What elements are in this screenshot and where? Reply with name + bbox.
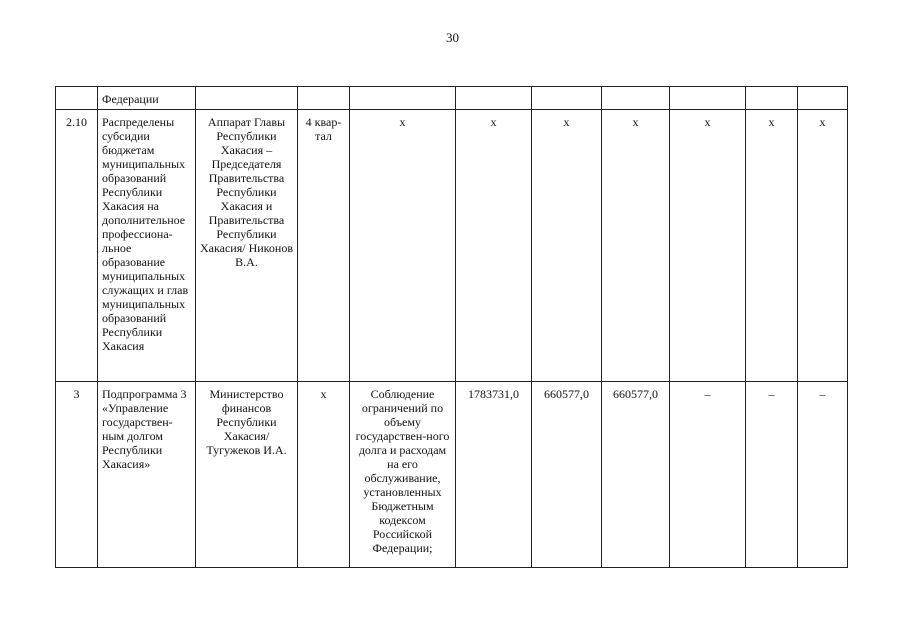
table-row	[56, 110, 848, 382]
deadline: х	[298, 382, 350, 568]
table-cell: х	[798, 110, 848, 382]
table-cell	[298, 87, 350, 110]
row-number: 3	[56, 382, 98, 568]
table-row	[56, 87, 848, 110]
table-cell: Федерации	[98, 87, 196, 110]
amount-cell: 660577,0	[532, 382, 602, 568]
table-cell: х	[746, 110, 798, 382]
table-cell	[746, 87, 798, 110]
table-cell: х	[350, 110, 456, 382]
expected-result: Соблюдение ограничений по объему государствен-ного долга и расходам на его обслуживание, установленных Бюджетным кодексом Российской Федерации;	[350, 382, 456, 568]
table-cell: х	[532, 110, 602, 382]
table-cell	[196, 87, 298, 110]
table-cell: х	[602, 110, 670, 382]
page-number: 30	[446, 30, 459, 45]
table-cell	[602, 87, 670, 110]
event-description: Распределены субсидии бюджетам муниципальных образований Республики Хакасия на дополнительное профессиона-льное образование муниципальных служащих и глав муниципальных образований Республики Хакасия	[98, 110, 196, 382]
table-row	[56, 382, 848, 568]
amount-cell: 660577,0	[602, 382, 670, 568]
table-cell	[56, 87, 98, 110]
amount-cell: –	[746, 382, 798, 568]
amount-cell: 1783731,0	[456, 382, 532, 568]
table-cell	[532, 87, 602, 110]
table-cell	[798, 87, 848, 110]
table-cell	[670, 87, 746, 110]
plan-table	[55, 86, 848, 568]
amount-cell: –	[798, 382, 848, 568]
row-number: 2.10	[56, 110, 98, 382]
deadline: 4 квар-тал	[298, 110, 350, 382]
event-description: Подпрограмма 3 «Управление государствен-ным долгом Республики Хакасия»	[98, 382, 196, 568]
table-cell: х	[670, 110, 746, 382]
table-cell	[350, 87, 456, 110]
table-cell	[456, 87, 532, 110]
responsible-executor: Аппарат Главы Республики Хакасия – Председателя Правительства Республики Хакасия и Правительства Республики Хакасия/ Никонов В.А.	[196, 110, 298, 382]
table-cell: х	[456, 110, 532, 382]
responsible-executor: Министерство финансов Республики Хакасия/ Тугужеков И.А.	[196, 382, 298, 568]
amount-cell: –	[670, 382, 746, 568]
